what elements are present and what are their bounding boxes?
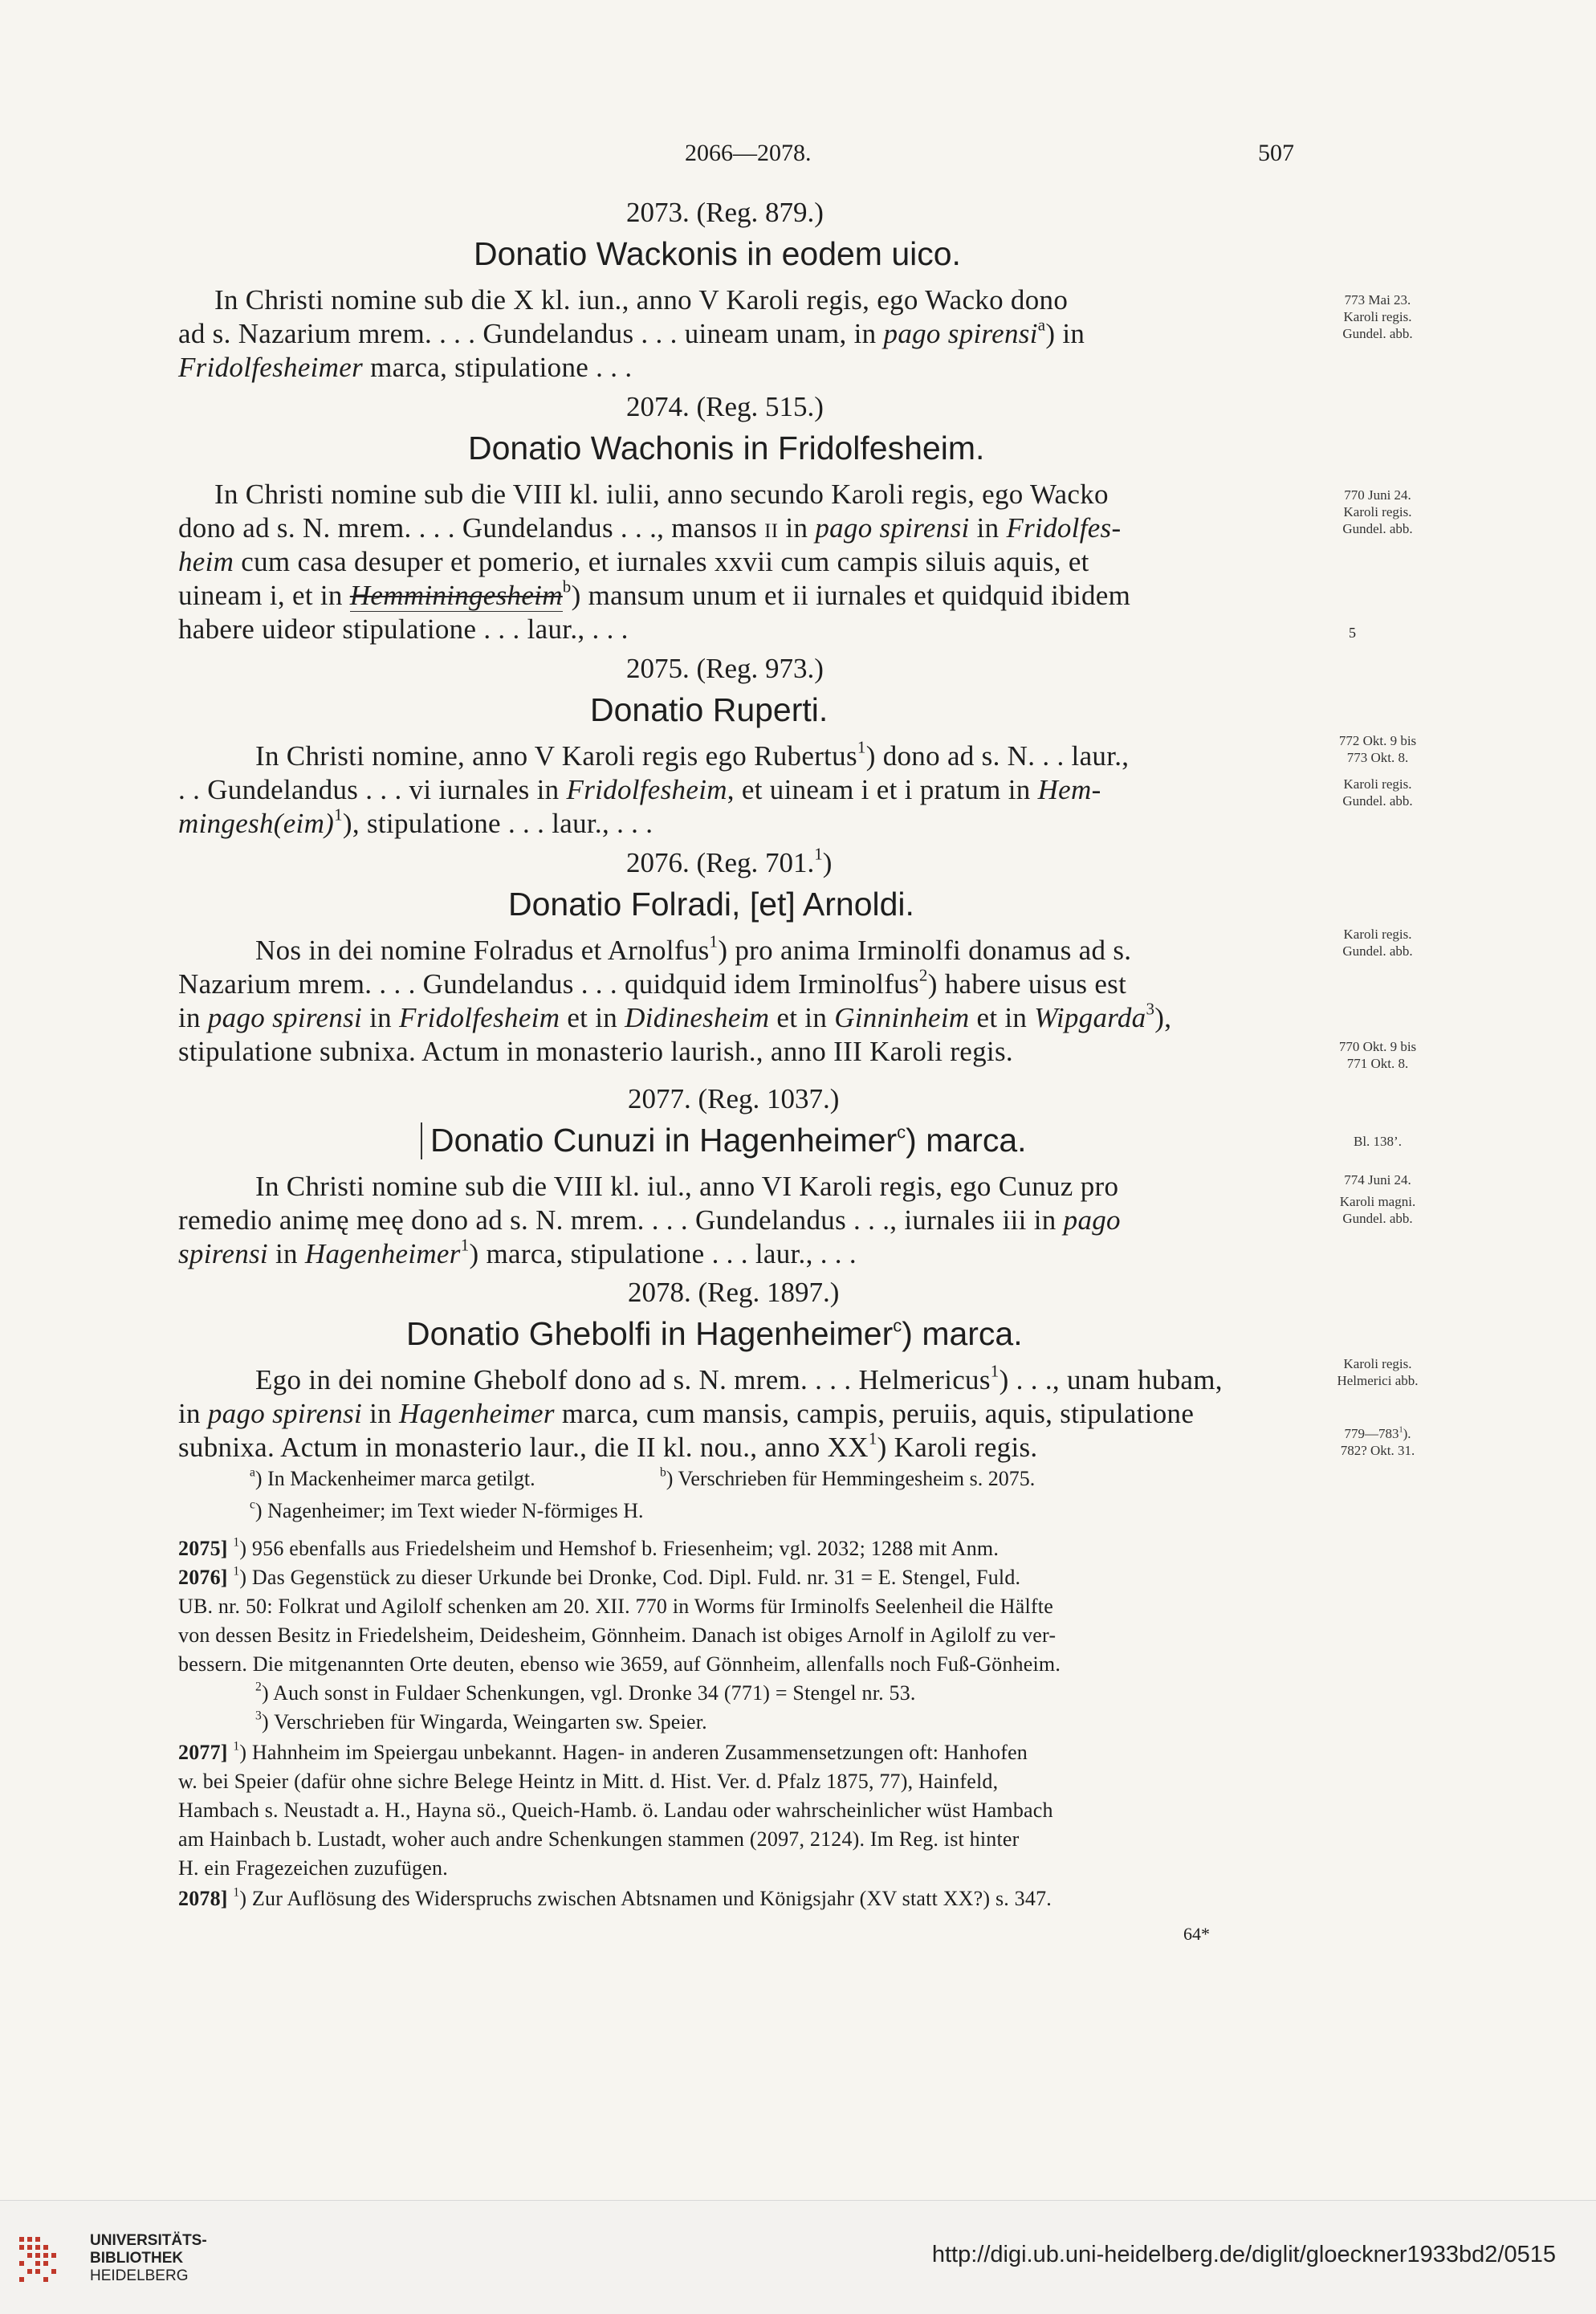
entry-text-line: . . Gundelandus . . . vi iurnales in Fridolfesheim, et uineam i et i pratum in Hem- (178, 774, 1101, 805)
entry-text-line: mingesh(eim)$^1$), stipulatione . . . laur., . . . (178, 805, 653, 839)
margin-note: Bl. 138’. (1354, 1134, 1402, 1149)
entry-text-line: habere uideor stipulatione . . . laur., . . . (178, 613, 629, 645)
university-logo-icon (18, 2234, 79, 2292)
footnote-line: UB. nr. 50: Folkrat und Agilolf schenken am 20. XII. 770 in Worms für Irminolfs Seelenheil die Hälfte (178, 1595, 1053, 1618)
margin-note: 773 Mai 23. Karoli regis. Gundel. abb. (1342, 292, 1413, 341)
footnote-line: 2077] $^1$) Hahnheim im Speiergau unbekannt. Hagen- in anderen Zusammensetzungen oft: Hanhofen (178, 1739, 1028, 1764)
entry-number: 2077. (Reg. 1037.) (628, 1083, 840, 1114)
entry-title: Donatio Ruperti. (590, 691, 829, 728)
entry-text-line: heim cum casa desuper et pomerio, et iurnales xxvii cum campis siluis aquis, et (178, 546, 1089, 577)
entry-number: 2075. (Reg. 973.) (626, 653, 824, 684)
margin-note: 772 Okt. 9 bis 773 Okt. 8. Karoli regis. Gundel. abb. (1338, 733, 1417, 809)
footnote-line: $^3$) Verschrieben für Wingarda, Weingarten sw. Speier. (255, 1709, 707, 1733)
entry-text-line: stipulatione subnixa. Actum in monasterio laurish., anno III Karoli regis. (178, 1036, 1013, 1067)
entry-text-line: In Christi nomine sub die VIII kl. iulii, anno secundo Karoli regis, ego Wacko (214, 479, 1109, 510)
page-header-range: 2066—2078. (685, 140, 812, 166)
entry-title: Donatio Wachonis in Fridolfesheim. (468, 430, 985, 466)
critical-note: $^b$) Verschrieben für Hemmingesheim s. 2075. (660, 1465, 1036, 1490)
entry-title: Donatio Cunuzi in Hagenheimer$^c$) marca. (430, 1122, 1027, 1159)
margin-note: 774 Juni 24. Karoli magni. Gundel. abb. (1339, 1172, 1416, 1226)
entry-text-line: Nos in dei nomine Folradus et Arnolfus$^1$) pro anima Irminolfi donamus ad s. (255, 931, 1132, 966)
footnote-line: 2078] $^1$) Zur Auflösung des Widerspruchs zwischen Abtsnamen und Königsjahr (XV statt XX?) s. 347. (178, 1885, 1052, 1910)
footnote-line: Hambach s. Neustadt a. H., Hayna sö., Queich-Hamb. ö. Landau oder wahrscheinlicher wüst Hambach (178, 1799, 1053, 1822)
entry-title: Donatio Wackonis in eodem uico. (474, 235, 961, 272)
margin-note: $779—783^1$). 782? Okt. 31. (1340, 1425, 1415, 1458)
critical-note: $^a$) In Mackenheimer marca getilgt. (250, 1465, 535, 1490)
entry-text-line: in pago spirensi in Fridolfesheim et in Didinesheim et in Ginninheim et in Wipgarda$^3$), (178, 999, 1172, 1033)
entry-text-line: In Christi nomine sub die X kl. iun., anno V Karoli regis, ego Wacko dono (214, 284, 1069, 316)
line-number: 5 (1349, 625, 1356, 641)
entry-text-line: in pago spirensi in Hagenheimer marca, cum mansis, campis, peruiis, aquis, stipulatione (178, 1398, 1195, 1429)
university-logo-text: UNIVERSITÄTS- BIBLIOTHEK HEIDELBERG (90, 2232, 207, 2284)
margin-note: 770 Juni 24. Karoli regis. Gundel. abb. (1342, 487, 1413, 536)
entry-title: Donatio Ghebolfi in Hagenheimer$^c$) marca. (406, 1315, 1023, 1352)
footnote-line: 2076] $^1$) Das Gegenstück zu dieser Urkunde bei Dronke, Cod. Dipl. Fuld. nr. 31 = E. Stengel, Fuld. (178, 1564, 1021, 1589)
entry-text-line: uineam i, et in Hemminingesheim$^b$) mansum unum et ii iurnales et quidquid ibidem (178, 576, 1131, 611)
entry-number: 2076. (Reg. 701.$^1$) (626, 844, 833, 878)
entry-text-line: ad s. Nazarium mrem. . . . Gundelandus . . . uineam unam, in pago spirensi$^a$) in (178, 315, 1085, 349)
margin-bar (421, 1122, 422, 1159)
entry-title: Donatio Folradi, [et] Arnoldi. (508, 886, 914, 923)
entry-number: 2078. (Reg. 1897.) (628, 1277, 840, 1308)
permalink-url[interactable]: http://digi.ub.uni-heidelberg.de/diglit/gloeckner1933bd2/0515 (931, 2242, 1556, 2267)
margin-note: Karoli regis. Helmerici abb. (1337, 1356, 1419, 1388)
signature-mark: 64* (1183, 1924, 1210, 1944)
entry-text-line: In Christi nomine, anno V Karoli regis ego Rubertus$^1$) dono ad s. N. . . laur., (255, 737, 1130, 772)
entry-text-line: dono ad s. N. mrem. . . . Gundelandus . . ., mansos ii in pago spirensi in Fridolfes- (178, 512, 1122, 544)
entry-text-line: subnixa. Actum in monasterio laur., die II kl. nou., anno $XX^1$) Karoli regis. (178, 1428, 1038, 1463)
margin-note: 770 Okt. 9 bis 771 Okt. 8. (1338, 1039, 1417, 1071)
footnote-line: bessern. Die mitgenannten Orte deuten, ebenso wie 3659, auf Gönnheim, allenfalls noch Fuß-Gönheim. (178, 1652, 1061, 1676)
footnote-line: am Hainbach b. Lustadt, woher auch andre Schenkungen stammen (2097, 2124). Im Reg. ist hinter (178, 1827, 1020, 1851)
footnote-line: w. bei Speier (dafür ohne sichre Belege Heintz in Mitt. d. Hist. Ver. d. Pfalz 1875, 77), Hainfeld, (178, 1770, 999, 1793)
footnote-line: H. ein Fragezeichen zuzufügen. (178, 1856, 448, 1880)
entry-text-line: Nazarium mrem. . . . Gundelandus . . . quidquid idem Irminolfus$^2$) habere uisus est (178, 965, 1127, 1000)
critical-note: $^c$) Nagenheimer; im Text wieder N-förmiges H. (250, 1497, 644, 1522)
entry-text-line: In Christi nomine sub die VIII kl. iul., anno VI Karoli regis, ego Cunuz pro (255, 1171, 1119, 1202)
entry-text-line: Ego in dei nomine Ghebolf dono ad s. N. mrem. . . . Helmericus$^1$) . . ., unam hubam, (255, 1361, 1223, 1395)
entry-text-line: spirensi in Hagenheimer$^1$) marca, stipulatione . . . laur., . . . (178, 1235, 857, 1269)
margin-note: Karoli regis. Gundel. abb. (1342, 927, 1413, 959)
footnote-line: 2075] $^1$) 956 ebenfalls aus Friedelsheim und Hemshof b. Friesenheim; vgl. 2032; 1288 mit Anm. (178, 1535, 1000, 1560)
footnote-line: von dessen Besitz in Friedelsheim, Deidesheim, Gönnheim. Danach ist obiges Arnolf in Agilolf zu ver- (178, 1623, 1057, 1647)
page-number: 507 (1258, 140, 1294, 166)
entry-text-line: Fridolfesheimer marca, stipulatione . . . (178, 352, 633, 383)
entry-number: 2074. (Reg. 515.) (626, 391, 824, 422)
entry-text-line: remedio animę meę dono ad s. N. mrem. . . . Gundelandus . . ., iurnales iii in pago (178, 1204, 1121, 1236)
entry-number: 2073. (Reg. 879.) (626, 197, 824, 228)
footnote-line: $^2$) Auch sonst in Fuldaer Schenkungen, vgl. Dronke 34 (771) = Stengel nr. 53. (255, 1680, 916, 1705)
